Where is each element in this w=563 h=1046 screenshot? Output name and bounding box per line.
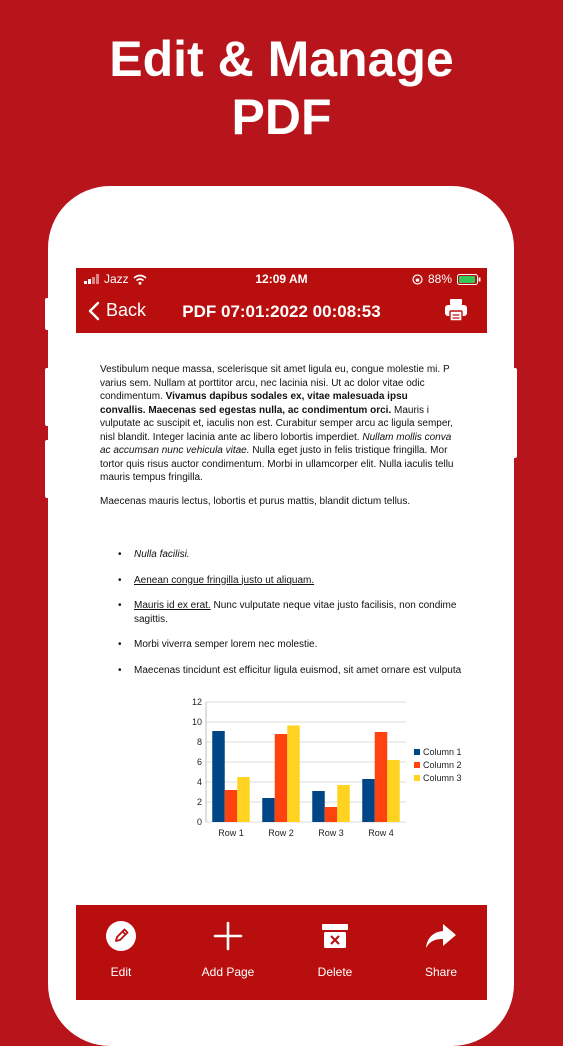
phone-side-button [45,298,50,330]
y-tick-label: 0 [196,817,202,827]
plus-icon [213,921,243,951]
nav-title: PDF 07:01:2022 00:08:53 [182,302,381,321]
legend-label: Column 2 [423,760,462,770]
x-tick-label: Row 1 [218,828,244,838]
text-line: condimentum. [100,391,163,402]
promo-title-line2: PDF [231,89,332,145]
status-right [412,272,481,286]
y-tick-label: 4 [196,777,202,787]
italic-text: ac accumsan nunc vehicula vitae. [100,445,250,456]
pdf-document [100,363,487,689]
text-line: nisl blandit. Integer lacinia ante ac libero lobortis imperdiet. [100,431,360,443]
bar [375,732,388,822]
text-line: Nulla eget justo in felis tristique fringilla. Mor [252,445,448,456]
list-item [134,574,487,588]
status-bar [76,268,487,290]
bar [325,807,338,822]
legend-swatch [414,749,420,755]
bar [225,790,238,822]
legend-label: Column 1 [423,747,462,757]
y-tick-label: 8 [196,737,202,747]
bar [362,779,375,822]
trash-icon [320,923,350,949]
legend-swatch [414,762,420,768]
promo-title [0,30,563,146]
text-line: Morbi viverra semper lorem nec molestie. [134,639,318,650]
add-page-button[interactable] [183,919,273,979]
bar [237,777,250,822]
add-page-label: Add Page [201,965,255,979]
bullet-list [100,548,487,677]
phone-side-button [45,440,50,498]
text-line: sagittis. [134,613,168,625]
list-item [134,638,487,652]
document-paragraph [100,363,487,485]
delete-label: Delete [317,965,353,979]
y-tick-label: 12 [191,697,202,707]
battery-icon [457,274,481,285]
promo-title-line1: Edit & Manage [109,31,454,87]
bottom-toolbar [76,905,487,1000]
share-arrow-icon [425,922,457,950]
text-line: varius sem. Nullam at porttitor arcu, nec lacinia nisi. Ut ac dolor vitae odic [100,377,425,389]
legend-swatch [414,775,420,781]
text-line: Mauris i [394,404,430,416]
orientation-lock-icon [412,274,423,285]
printer-icon [445,298,467,322]
bar [212,731,225,822]
x-tick-label: Row 3 [318,828,344,838]
bar-chart [184,696,484,846]
bar [337,785,350,822]
list-item [134,664,487,678]
delete-button[interactable] [290,919,380,979]
share-button[interactable] [396,919,486,979]
app-screen [76,268,487,1000]
underlined-text: Mauris id ex erat. [134,600,211,611]
carrier-name: Jazz [104,272,129,286]
share-label: Share [424,965,458,979]
battery-percent: 88% [427,272,452,286]
edit-button[interactable] [76,919,166,979]
text-line: mauris tempus fringilla. [100,472,203,483]
print-button[interactable] [445,298,467,327]
bar [262,798,275,822]
text-line: Maecenas tincidunt est efficitur ligula euismod, sit amet ornare est vulputa [134,664,462,676]
pencil-icon [105,920,137,952]
phone-side-button [45,368,50,426]
text-line: Vestibulum neque massa, scelerisque sit amet ligula eu, congue molestie mi. P [100,364,450,375]
document-paragraph: Maecenas mauris lectus, lobortis et purus mattis, blandit dictum tellus. [100,495,411,507]
back-label: Back [106,300,147,320]
y-tick-label: 10 [191,717,202,727]
legend-label: Column 3 [423,773,462,783]
text-line: vulputate ac suscipit et, iaculis non est. Curabitur semper arcu ac ligula semper, [100,418,453,429]
underlined-text: Aenean congue fringilla justo ut aliquam. [134,574,315,586]
bold-text: convallis. Maecenas sed egestas nulla, ac condimentum orci. [100,404,392,416]
y-tick-label: 6 [196,757,202,767]
text-line: Nunc vulputate neque vitae justo facilisis, non condime [213,600,457,611]
x-tick-label: Row 2 [268,828,294,838]
chart [184,696,484,851]
y-tick-label: 2 [196,797,202,807]
status-time: 12:09 AM [255,272,308,286]
nav-bar [76,290,487,333]
list-item [134,599,487,626]
italic-text: Nulla facilisi. [134,549,190,560]
bar [287,726,300,823]
bar [387,760,400,822]
italic-text: Nullam mollis conva [362,431,452,443]
list-item [134,548,487,562]
bar [275,734,288,822]
bold-text: Vivamus dapibus sodales ex, vitae malesuada ipsu [165,391,408,402]
x-tick-label: Row 4 [368,828,394,838]
bar [312,791,325,822]
text-line: tortor quis risus auctor condimentum. Morbi in ullamcorper elit. Nulla iaculis tellu [100,458,454,470]
edit-label: Edit [110,965,132,979]
phone-side-button [512,368,517,458]
